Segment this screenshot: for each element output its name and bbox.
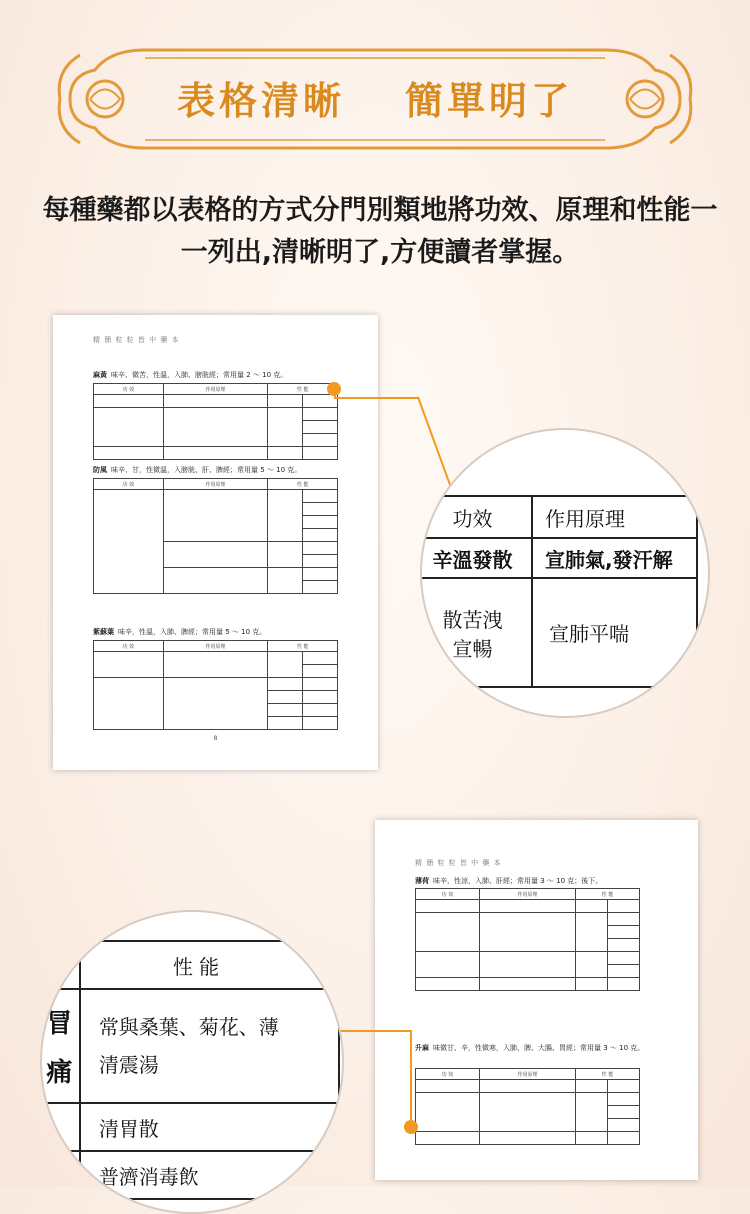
book-page-sample-2 — [375, 820, 698, 1180]
col-header: 性 能 — [268, 479, 338, 490]
zoom-text: 痛 — [46, 1058, 73, 1088]
col-header: 作用原理 — [163, 641, 268, 652]
col-header: 作用原理 — [479, 1069, 575, 1080]
herb-name: 防風 — [93, 466, 107, 474]
col-header: 功 效 — [416, 889, 480, 900]
col-header: 功 效 — [416, 1069, 480, 1080]
col-header: 性 能 — [268, 384, 338, 395]
col-header: 性 能 — [268, 641, 338, 652]
zoom-cell — [40, 989, 80, 1103]
zoom-table — [40, 940, 340, 1200]
herb-table — [415, 1068, 640, 1145]
zoom-cell — [80, 989, 339, 1103]
zoom-text: 常與桑葉、菊花、薄 — [98, 1015, 279, 1039]
zoom-table — [420, 495, 698, 688]
zoom-cell: 普濟消毒飲 — [80, 1151, 339, 1199]
page-header: 精 簡 粒 粒 皆 中 藥 本 — [415, 859, 502, 867]
col-header: 功 效 — [94, 641, 164, 652]
herb-desc: 味微甘、辛，性微寒，入肺、脾、大腸、胃經；常用量 3 ～ 10 克。 — [433, 1044, 645, 1052]
col-header: 作用原理 — [163, 479, 268, 490]
herb-entry — [415, 876, 602, 886]
herb-name: 薄荷 — [415, 877, 429, 885]
herb-desc: 味辛，性涼，入肺、肝經；常用量 3 ～ 10 克；後下。 — [433, 877, 603, 885]
herb-desc: 味辛、微苦，性溫，入肺、膀胱經；常用量 2 ～ 10 克。 — [111, 371, 288, 379]
callout-line — [330, 1030, 412, 1032]
herb-entry — [93, 465, 301, 475]
col-header: 作用原理 — [479, 889, 575, 900]
herb-table — [415, 888, 640, 991]
herb-name: 麻黃 — [93, 371, 107, 379]
callout-dot — [404, 1120, 418, 1134]
herb-desc: 味辛，性溫，入肺、脾經；常用量 5 ～ 10 克。 — [118, 628, 267, 636]
zoom-cell — [420, 578, 532, 687]
banner-headline — [0, 70, 750, 125]
zoom-circle-2 — [40, 910, 344, 1214]
col-header: 功 效 — [94, 384, 164, 395]
zoom-text: 宣暢 — [452, 636, 493, 661]
zoom-cell: 性 能 — [80, 941, 339, 989]
callout-line — [334, 397, 419, 399]
herb-table — [93, 478, 338, 594]
zoom-text: 冒 — [46, 1009, 73, 1039]
herb-table — [93, 640, 338, 730]
zoom-text: 散苦洩 — [442, 607, 503, 632]
callout-line — [417, 397, 453, 492]
col-header: 功 效 — [94, 479, 164, 490]
herb-name: 升麻 — [415, 1044, 429, 1052]
herb-table — [93, 383, 338, 460]
callout-line — [410, 1030, 412, 1120]
col-header: 作用原理 — [163, 384, 268, 395]
page-number: 8 — [213, 735, 218, 742]
col-header: 性 能 — [576, 889, 640, 900]
zoom-text: 清震湯 — [98, 1053, 159, 1077]
zoom-cell: 辛溫發散 — [420, 538, 532, 578]
herb-name: 紫蘇葉 — [93, 628, 114, 636]
zoom-cell: 清胃散 — [80, 1103, 339, 1151]
zoom-cell: 宣肺氣,發汗解 — [532, 538, 697, 578]
zoom-cell: 宣肺平喘 — [532, 578, 697, 687]
col-header: 性 能 — [576, 1069, 640, 1080]
page-header: 精 簡 粒 粒 皆 中 藥 本 — [93, 336, 180, 344]
herb-entry — [93, 370, 287, 380]
herb-desc: 味辛、甘，性微溫，入膀胱、肝、脾經；常用量 5 ～ 10 克。 — [111, 466, 302, 474]
intro-text: 每種藥都以表格的方式分門別類地將功效、原理和性能一一列出,清晰明了,方便讀者掌握。 — [42, 195, 718, 268]
zoom-cell: 作用原理 — [532, 496, 697, 538]
herb-entry — [415, 1043, 644, 1053]
herb-entry — [93, 627, 266, 637]
headline-right: 簡單明了 — [405, 79, 574, 123]
zoom-circle-1 — [420, 428, 710, 718]
zoom-cell: 功效 — [420, 496, 532, 538]
headline-left: 表格清晰 — [176, 79, 345, 123]
